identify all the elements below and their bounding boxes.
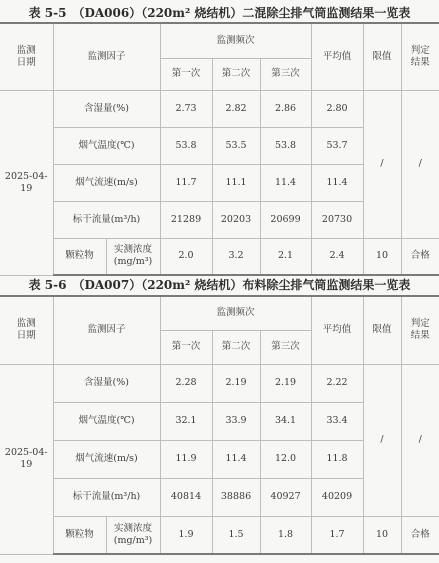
value-cell: 11.1 [212, 164, 260, 201]
average-cell: 2.22 [311, 364, 363, 402]
judgement-cell: 合格 [401, 238, 439, 275]
judgement-cell: / [401, 90, 439, 238]
header-third: 第三次 [260, 58, 311, 90]
date-cell: 2025-04-19 [0, 90, 53, 275]
average-cell: 53.7 [311, 127, 363, 164]
value-cell: 40927 [260, 478, 311, 516]
average-cell: 11.8 [311, 440, 363, 478]
factor-cell: 含湿量(%) [53, 90, 160, 127]
value-cell: 2.0 [160, 238, 212, 275]
metric-cell: 实测浓度 (mg/m³) [106, 516, 160, 554]
limit-cell: 10 [363, 516, 401, 554]
metric-cell: 实测浓度 (mg/m³) [106, 238, 160, 275]
value-cell: 3.2 [212, 238, 260, 275]
header-judgement: 判定 结果 [401, 23, 439, 90]
value-cell: 2.86 [260, 90, 311, 127]
value-cell: 33.9 [212, 402, 260, 440]
value-cell: 32.1 [160, 402, 212, 440]
value-cell: 21289 [160, 201, 212, 238]
pollutant-cell: 颗粒物 [53, 516, 106, 554]
value-cell: 34.1 [260, 402, 311, 440]
pollutant-cell: 颗粒物 [53, 238, 106, 275]
value-cell: 1.8 [260, 516, 311, 554]
value-cell: 11.9 [160, 440, 212, 478]
limit-cell: 10 [363, 238, 401, 275]
date-cell: 2025-04-19 [0, 364, 53, 554]
results-table [0, 295, 439, 555]
header-limit: 限值 [363, 23, 401, 90]
value-cell: 38886 [212, 478, 260, 516]
table-caption: 表 5-5 （DA006）（220m² 烧结机）二混除尘排气筒监测结果一览表 [28, 6, 411, 20]
limit-cell: / [363, 90, 401, 238]
header-date: 监测 日期 [0, 23, 53, 90]
limit-cell: / [363, 364, 401, 516]
header-second: 第二次 [212, 58, 260, 90]
value-cell: 53.5 [212, 127, 260, 164]
factor-cell: 烟气温度(℃) [53, 127, 160, 164]
value-cell: 40814 [160, 478, 212, 516]
value-cell: 2.1 [260, 238, 311, 275]
value-cell: 1.9 [160, 516, 212, 554]
value-cell: 11.4 [212, 440, 260, 478]
value-cell: 53.8 [160, 127, 212, 164]
value-cell: 11.7 [160, 164, 212, 201]
table-row [0, 516, 439, 554]
table-row [0, 90, 439, 127]
header-judgement: 判定 结果 [401, 296, 439, 364]
header-average: 平均值 [311, 296, 363, 364]
header-first: 第一次 [160, 58, 212, 90]
average-cell: 2.80 [311, 90, 363, 127]
header-factor: 监测因子 [53, 296, 160, 364]
value-cell: 1.5 [212, 516, 260, 554]
table-row [0, 238, 439, 275]
value-cell: 2.19 [260, 364, 311, 402]
value-cell: 2.19 [212, 364, 260, 402]
value-cell: 20203 [212, 201, 260, 238]
value-cell: 20699 [260, 201, 311, 238]
header-date: 监测 日期 [0, 296, 53, 364]
header-limit: 限值 [363, 296, 401, 364]
average-cell: 40209 [311, 478, 363, 516]
header-frequency: 监测频次 [160, 23, 311, 58]
judgement-cell: / [401, 364, 439, 516]
factor-cell: 标干流量(m³/h) [53, 201, 160, 238]
factor-cell: 烟气流速(m/s) [53, 164, 160, 201]
table-caption: 表 5-6 （DA007）（220m² 烧结机）布料除尘排气筒监测结果一览表 [28, 278, 411, 292]
factor-cell: 烟气温度(℃) [53, 402, 160, 440]
header-first: 第一次 [160, 330, 212, 364]
value-cell: 11.4 [260, 164, 311, 201]
table-row [0, 364, 439, 402]
factor-cell: 标干流量(m³/h) [53, 478, 160, 516]
average-cell: 1.7 [311, 516, 363, 554]
factor-cell: 烟气流速(m/s) [53, 440, 160, 478]
header-factor: 监测因子 [53, 23, 160, 90]
value-cell: 53.8 [260, 127, 311, 164]
header-third: 第三次 [260, 330, 311, 364]
value-cell: 2.28 [160, 364, 212, 402]
header-average: 平均值 [311, 23, 363, 90]
value-cell: 2.73 [160, 90, 212, 127]
results-table [0, 22, 439, 276]
factor-cell: 含湿量(%) [53, 364, 160, 402]
average-cell: 20730 [311, 201, 363, 238]
value-cell: 2.82 [212, 90, 260, 127]
value-cell: 12.0 [260, 440, 311, 478]
average-cell: 33.4 [311, 402, 363, 440]
judgement-cell: 合格 [401, 516, 439, 554]
average-cell: 11.4 [311, 164, 363, 201]
average-cell: 2.4 [311, 238, 363, 275]
header-second: 第二次 [212, 330, 260, 364]
header-frequency: 监测频次 [160, 296, 311, 330]
